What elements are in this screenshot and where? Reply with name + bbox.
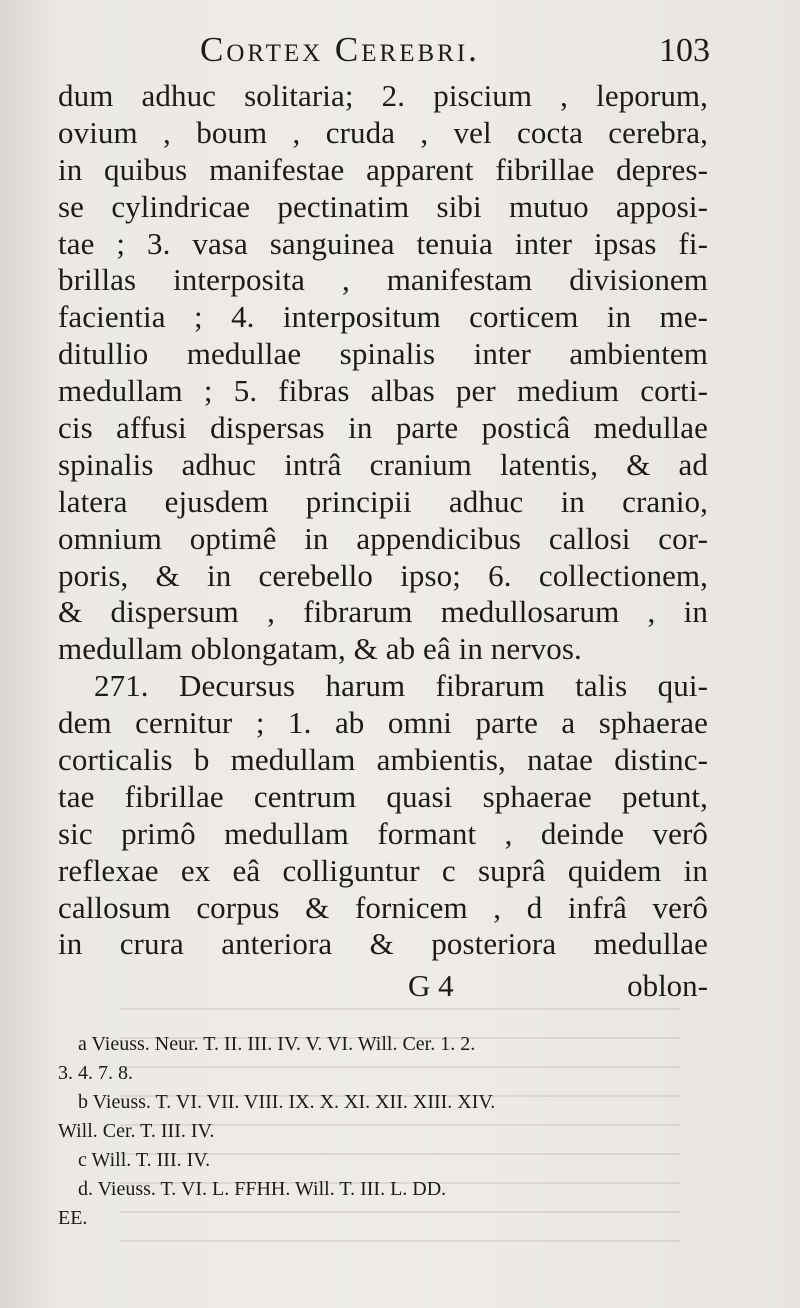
text-line: cis affusi dispersas in parte posticâ medullae: [58, 410, 708, 446]
text-line: medullam oblongatam, & ab eâ in nervos.: [58, 631, 582, 667]
paragraph-start-line: 271. Decursus harum fibrarum talis qui-: [94, 668, 708, 704]
footnote-line: EE.: [58, 1207, 88, 1229]
text-line: se cylindricae pectinatim sibi mutuo apposi-: [58, 188, 708, 224]
text-line: & dispersum , fibrarum medullosarum , in: [58, 594, 708, 630]
text-line: in quibus manifestae apparent fibrillae depres-: [58, 151, 708, 187]
text-line: dem cernitur ; 1. ab omni parte a sphaerae: [58, 705, 708, 741]
signature-mark: G 4: [408, 968, 454, 1003]
footnote-line: d. Vieuss. T. VI. L. FFHH. Will. T. III. L. DD.: [78, 1178, 447, 1200]
text-line: facientia ; 4. interpositum corticem in me-: [58, 299, 708, 335]
text-line: dum adhuc solitaria; 2. piscium , leporum,: [58, 78, 708, 113]
text-line: poris, & in cerebello ipso; 6. collectionem,: [58, 557, 708, 593]
footnote-line: Will. Cer. T. III. IV.: [58, 1120, 215, 1142]
text-line: brillas interposita , manifestam divisionem: [58, 262, 708, 298]
text-line: medullam ; 5. fibras albas per medium corti-: [58, 373, 708, 409]
text-line: sic primô medullam formant , deinde verô: [58, 815, 708, 851]
text-line: corticalis b medullam ambientis, natae distinc-: [58, 742, 708, 778]
text-line: tae ; 3. vasa sanguinea tenuia inter ipsas fi-: [58, 225, 708, 261]
text-line: in crura anteriora & posteriora medullae: [58, 926, 708, 962]
footnote-line: a Vieuss. Neur. T. II. III. IV. V. VI. Will. Cer. 1. 2.: [78, 1033, 476, 1055]
footnotes: [58, 1030, 708, 1233]
footnote-line: c Will. T. III. IV.: [78, 1149, 211, 1171]
page-number: 103: [659, 32, 710, 69]
running-title: Cortex Cerebri.: [200, 30, 480, 69]
text-line: tae fibrillae centrum quasi sphaerae petunt,: [58, 778, 708, 814]
footnote-line: b Vieuss. T. VI. VII. VIII. IX. X. XI. XII. XIII. XIV.: [78, 1091, 496, 1113]
text-line: callosum corpus & fornicem , d infrâ verô: [58, 889, 708, 925]
page-header: [200, 30, 720, 80]
text-line: omnium optimê in appendicibus callosi cor-: [58, 520, 708, 556]
catchword: oblon-: [627, 968, 708, 1003]
text-line: ovium , boum , cruda , vel cocta cerebra,: [58, 114, 708, 150]
text-line: ditullio medullae spinalis inter ambientem: [58, 336, 708, 372]
text-line: reflexae ex eâ colliguntur c suprâ quidem in: [58, 852, 708, 888]
footnote-line: 3. 4. 7. 8.: [58, 1062, 133, 1084]
text-line: spinalis adhuc intrâ cranium latentis, & ad: [58, 446, 708, 482]
text-line: latera ejusdem principii adhuc in cranio,: [58, 483, 708, 519]
body-text: [58, 78, 708, 963]
